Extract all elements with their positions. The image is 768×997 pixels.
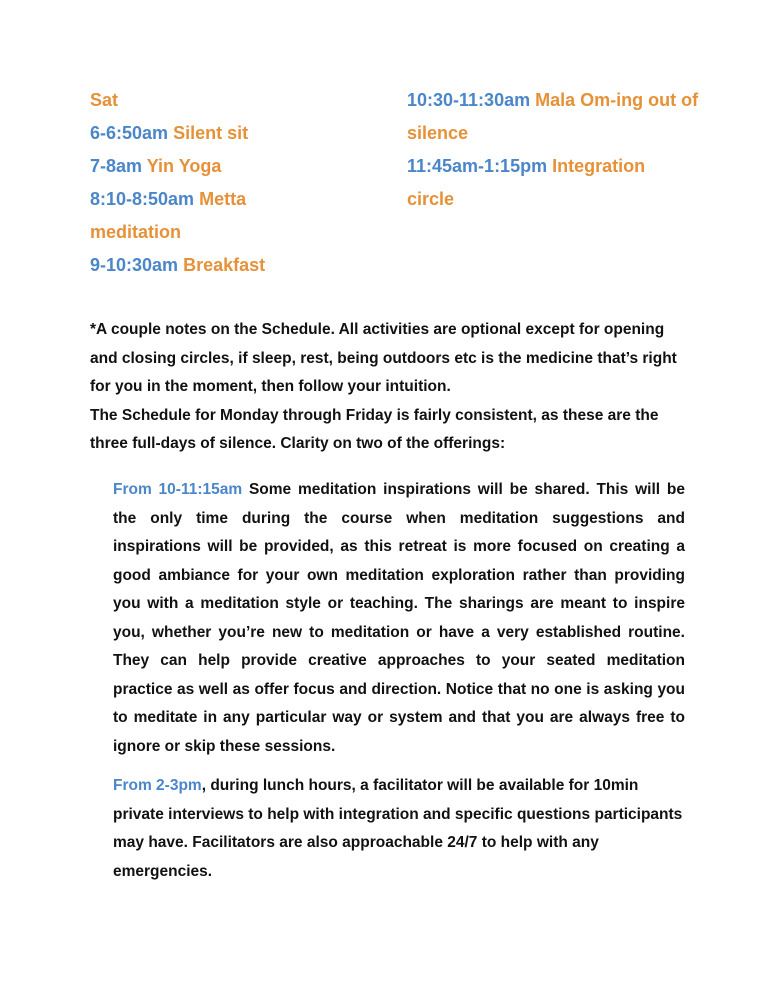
- schedule-activity: Breakfast: [183, 255, 266, 275]
- schedule-notes: [90, 316, 690, 459]
- schedule-time: 11:45am-1:15pm: [407, 156, 548, 176]
- schedule-time: 10:30-11:30am: [407, 90, 531, 110]
- schedule-day-line: [90, 84, 390, 117]
- schedule-item: [407, 150, 727, 183]
- notes-paragraph-1: *A couple notes on the Schedule. All activities are optional except for opening and closing circles, if sleep, rest, being outdoors etc is the medicine that’s right for you in the moment, then follow your intuition.: [90, 321, 677, 395]
- schedule-time: 7-8am: [90, 156, 143, 176]
- offering-time: From 10-11:15am: [113, 481, 243, 498]
- schedule-left-column: [90, 84, 390, 282]
- schedule-item-continuation: [90, 216, 390, 249]
- schedule-activity: Integration: [552, 156, 646, 176]
- schedule-activity: silence: [407, 123, 469, 143]
- schedule-right-column: [407, 84, 727, 216]
- schedule-activity: circle: [407, 189, 455, 209]
- schedule-time: 8:10-8:50am: [90, 189, 195, 209]
- schedule-activity: Metta: [199, 189, 247, 209]
- schedule-item: [90, 150, 390, 183]
- schedule-time: 6-6:50am: [90, 123, 169, 143]
- offering-paragraph: [113, 476, 685, 761]
- offering-time: From 2-3pm: [113, 777, 202, 794]
- schedule-item: [90, 117, 390, 150]
- schedule-item: [407, 84, 727, 117]
- schedule-item: [90, 183, 390, 216]
- schedule-item-continuation: [407, 183, 727, 216]
- notes-paragraph-2: The Schedule for Monday through Friday is fairly consistent, as these are the three full-days of silence. Clarity on two of the offerings:: [90, 406, 659, 452]
- offering-text: , during lunch hours, a facilitator will be available for 10min private interviews to help with integration and specific questions participants may have. Facilitators are also approachable 24/7 to help with any emergencies.: [113, 777, 683, 880]
- schedule-activity: meditation: [90, 222, 182, 242]
- offering-private-interviews: [113, 772, 685, 886]
- schedule-time: 9-10:30am: [90, 255, 179, 275]
- schedule-activity: Yin Yoga: [146, 156, 222, 176]
- schedule-item-continuation: [407, 117, 727, 150]
- schedule-activity: Mala Om-ing out of: [535, 90, 699, 110]
- schedule-item: [90, 249, 390, 282]
- offering-meditation-inspirations: [113, 476, 685, 761]
- offering-paragraph: [113, 772, 685, 886]
- day-label: Sat: [90, 90, 119, 110]
- offering-text: Some meditation inspirations will be shared. This will be the only time during the course when meditation suggestions and inspirations will be provided, as this retreat is more focused on creating a good ambiance for your own meditation exploration rather than providing you with a meditation style or teaching. The sharings are meant to inspire you, whether you’re new to meditation or have a very established routine. They can help provide creative approaches to your seated meditation practice as well as offer focus and direction. Notice that no one is asking you to meditate in any particular way or system and that you are always free to ignore or skip these sessions.: [113, 481, 685, 755]
- schedule-activity: Silent sit: [173, 123, 249, 143]
